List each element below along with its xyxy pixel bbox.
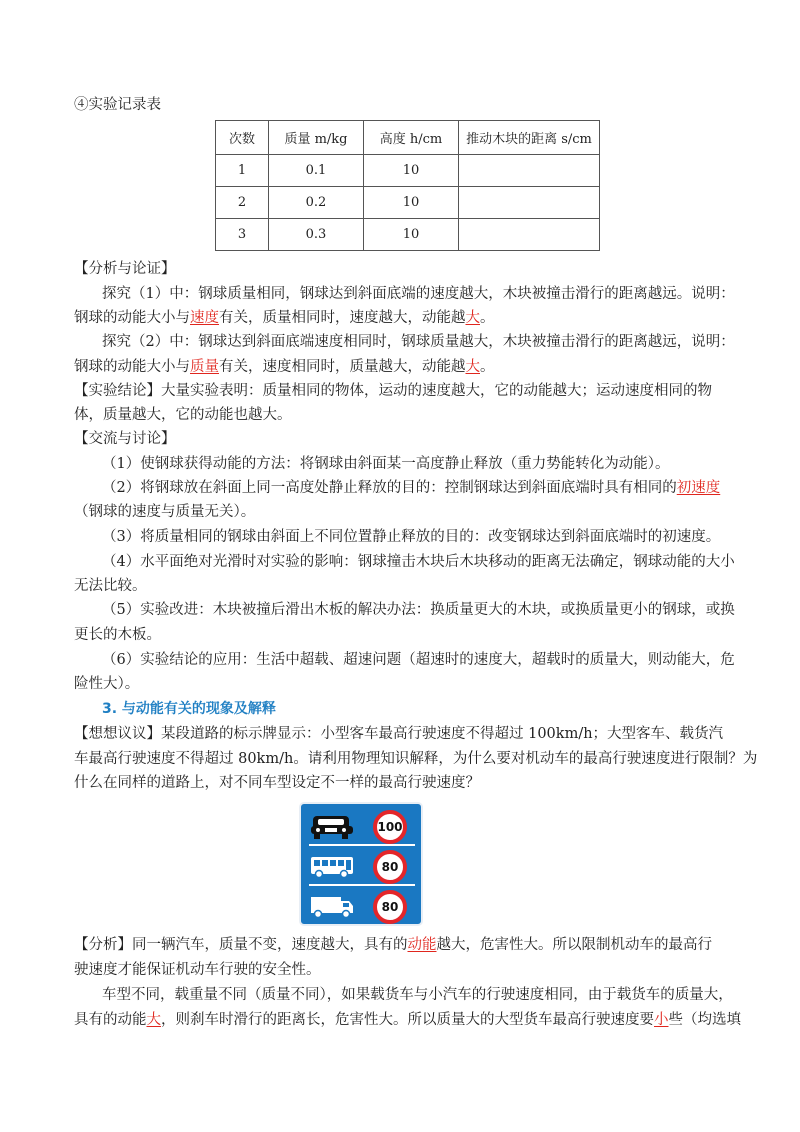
table-cell: 0.2 [269, 187, 364, 219]
table-cell [459, 219, 600, 251]
sign-row-car [309, 808, 415, 846]
analysis-answer-line1 [74, 935, 712, 955]
table-cell: 1 [216, 155, 269, 187]
table-header-cell: 质量 m/kg [269, 121, 364, 155]
table-cell: 10 [364, 219, 459, 251]
table-header-cell: 次数 [216, 121, 269, 155]
table-header-row [216, 121, 600, 155]
table-cell: 10 [364, 187, 459, 219]
discussion-item-6-cont: 险性大）。 [74, 676, 140, 692]
analysis-p2-line2 [74, 357, 495, 377]
answer-blank: 大 [465, 310, 480, 326]
discussion-item-5-cont: 更长的木板。 [74, 627, 161, 643]
text: 有关，速度相同时，质量越大，动能越 [219, 359, 466, 375]
speed-limit-sign [299, 802, 423, 926]
table-row [216, 219, 600, 251]
answer-blank: 动能 [407, 937, 437, 953]
table-header-cell: 推动木块的距离 s/cm [459, 121, 600, 155]
truck-icon [309, 892, 355, 920]
speed-limit-80-bus: 80 [373, 850, 407, 884]
analysis-heading: 【分析与论证】 [74, 261, 176, 277]
discussion-item-6: （6）实验结论的应用：生活中超载、超速问题（超速时的速度大，超载时的质量大，则动能大，危 [102, 652, 735, 668]
table-row [216, 155, 600, 187]
sign-row-bus [309, 848, 415, 886]
analysis-answer-line4 [74, 1010, 741, 1030]
text: 。 [480, 310, 495, 326]
discussion-item-5: （5）实验改进：木块被撞后滑出木板的解决办法：换质量更大的木块，或换质量更小的钢球，或换 [102, 602, 735, 618]
discussion-heading: 【交流与讨论】 [74, 431, 176, 447]
discussion-item-1: （1）使钢球获得动能的方法：将钢球由斜面某一高度静止释放（重力势能转化为动能）。 [102, 456, 670, 472]
answer-blank: 大 [465, 359, 480, 375]
table-cell: 0.1 [269, 155, 364, 187]
analysis-p1-line1: 探究（1）中：钢球质量相同，钢球达到斜面底端的速度越大，木块被撞击滑行的距离越远。说明： [102, 286, 735, 302]
analysis-p2-line1: 探究（2）中：钢球达到斜面底端速度相同时，钢球质量越大，木块被撞击滑行的距离越远，说明： [102, 334, 735, 350]
speed-limit-80-truck: 80 [373, 890, 407, 924]
answer-blank: 质量 [190, 359, 219, 375]
think-line2: 车最高行驶速度不得超过 80km/h。请利用物理知识解释，为什么要对机动车的最高行驶速度进行限制？为 [74, 751, 758, 767]
analysis-answer-line2: 驶速度才能保证机动车行驶的安全性。 [74, 962, 321, 978]
analysis-answer-line3: 车型不同，载重量不同（质量不同），如果载货车与小汽车的行驶速度相同，由于载货车的质量大， [102, 987, 733, 1003]
discussion-item-2 [102, 478, 720, 498]
answer-blank: 小 [654, 1012, 669, 1028]
table-row [216, 187, 600, 219]
text: 钢球的动能大小与 [74, 310, 190, 326]
answer-blank: 初速度 [676, 480, 721, 496]
discussion-item-3: （3）将质量相同的钢球由斜面上不同位置静止释放的目的：改变钢球达到斜面底端时的初速度。 [102, 529, 721, 545]
text: ，则刹车时滑行的距离长，危害性大。所以质量大的大型货车最高行驶速度要 [161, 1012, 654, 1028]
table-cell [459, 187, 600, 219]
speed-limit-100: 100 [373, 810, 407, 844]
text: 些（均选填 [668, 1012, 741, 1028]
sign-row-truck [309, 888, 415, 924]
experiment-record-table [215, 120, 600, 251]
record-table-title: ④实验记录表 [74, 97, 161, 113]
conclusion-line1: 【实验结论】大量实验表明：质量相同的物体，运动的速度越大，它的动能越大；运动速度相同的物 [74, 383, 712, 399]
table-cell: 0.3 [269, 219, 364, 251]
section-3-title: 3. 与动能有关的现象及解释 [102, 701, 276, 717]
table-header-cell: 高度 h/cm [364, 121, 459, 155]
think-line3: 什么在同样的道路上，对不同车型设定不一样的最高行驶速度？ [74, 775, 480, 791]
car-icon [309, 812, 355, 840]
text: 。 [480, 359, 495, 375]
text: 越大，危害性大。所以限制机动车的最高行 [436, 937, 712, 953]
discussion-item-4-cont: 无法比较。 [74, 578, 147, 594]
think-line1: 【想想议议】某段道路的标示牌显示：小型客车最高行驶速度不得超过 100km/h；大型客车、载货汽 [74, 726, 724, 742]
discussion-item-2-cont: （钢球的速度与质量无关）。 [74, 504, 256, 520]
text: 【分析】同一辆汽车，质量不变，速度越大，具有的 [74, 937, 408, 953]
answer-blank: 大 [146, 1012, 161, 1028]
text: 有关，质量相同时，速度越大，动能越 [219, 310, 466, 326]
table-cell [459, 155, 600, 187]
table-cell: 2 [216, 187, 269, 219]
table-cell: 3 [216, 219, 269, 251]
bus-icon [309, 852, 355, 880]
answer-blank: 速度 [190, 310, 219, 326]
text: 具有的动能 [74, 1012, 147, 1028]
discussion-item-4: （4）水平面绝对光滑时对实验的影响：钢球撞击木块后木块移动的距离无法确定，钢球动能的大小 [102, 554, 735, 570]
text: 钢球的动能大小与 [74, 359, 190, 375]
text: （2）将钢球放在斜面上同一高度处静止释放的目的：控制钢球达到斜面底端时具有相同的 [102, 480, 677, 496]
table-cell: 10 [364, 155, 459, 187]
analysis-p1-line2 [74, 308, 495, 328]
conclusion-line2: 体，质量越大，它的动能也越大。 [74, 407, 292, 423]
